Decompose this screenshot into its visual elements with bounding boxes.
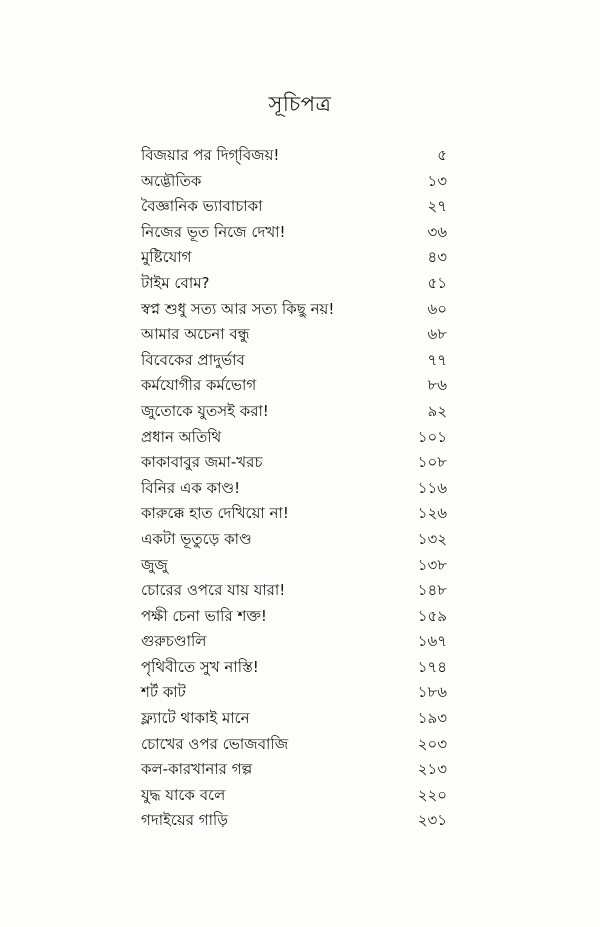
toc-entry-title: প্রধান অতিথি bbox=[141, 427, 222, 446]
toc-entry-page-number: ৫ bbox=[437, 146, 447, 164]
toc-entry-page-number: ১৫৯ bbox=[417, 606, 447, 625]
toc-entry-title: চোখের ওপর ভোজবাজি bbox=[141, 734, 289, 753]
toc-entry-row bbox=[141, 732, 447, 758]
toc-entry-row bbox=[141, 450, 447, 476]
toc-entry-page-number: ২০৩ bbox=[417, 734, 447, 753]
toc-entry-title: স্বপ্ন শুধু সত্য আর সত্য কিছু নয়! bbox=[141, 299, 335, 318]
toc-entry-title: গদাইয়ের গাড়ি bbox=[141, 811, 228, 830]
toc-entry-page-number: ১৪৮ bbox=[417, 581, 447, 600]
toc-entry-page-number: ৬০ bbox=[427, 299, 447, 318]
toc-entry-title: কারুক্কে হাত দেখিয়ো না! bbox=[141, 504, 289, 523]
table-of-contents bbox=[141, 143, 447, 834]
toc-entry-title: পৃথিবীতে সুখ নাস্তি! bbox=[141, 657, 259, 676]
toc-entry-row bbox=[141, 322, 447, 348]
toc-entry-title: টাইম বোম? bbox=[141, 273, 210, 292]
toc-entry-page-number: ১৩৮ bbox=[417, 555, 447, 574]
toc-entry-page-number: ১৩২ bbox=[417, 529, 447, 548]
toc-entry-title: গুরুচণ্ডালি bbox=[141, 632, 207, 651]
toc-entry-title: নিজের ভূত নিজে দেখা! bbox=[141, 222, 286, 241]
toc-entry-row bbox=[141, 220, 447, 246]
toc-entry-title: কল-কারখানার গল্প bbox=[141, 760, 253, 779]
toc-entry-row bbox=[141, 143, 447, 169]
toc-entry-row bbox=[141, 399, 447, 425]
toc-entry-row bbox=[141, 527, 447, 553]
toc-entry-title: বৈজ্ঞানিক ভ্যাবাচাকা bbox=[141, 197, 263, 216]
toc-entry-page-number: ২২০ bbox=[417, 785, 447, 804]
toc-entry-title: অদ্ভৌতিক bbox=[141, 171, 202, 190]
toc-entry-title: যুদ্ধ যাকে বলে bbox=[141, 785, 226, 804]
toc-entry-title: জুতোকে যুতসই করা! bbox=[141, 401, 269, 420]
toc-entry-page-number: ২১৩ bbox=[417, 760, 447, 779]
toc-entry-page-number: ৪৩ bbox=[427, 248, 447, 267]
toc-entry-page-number: ১৩ bbox=[427, 171, 447, 190]
toc-entry-title: বিজয়ার পর দিগ্‌বিজয়! bbox=[141, 146, 280, 164]
toc-entry-page-number: ৭৭ bbox=[427, 350, 447, 369]
toc-entry-row bbox=[141, 373, 447, 399]
toc-entry-page-number: ৩৬ bbox=[427, 222, 447, 241]
page-title: সূচিপত্র bbox=[268, 92, 332, 116]
toc-entry-page-number: ১০৮ bbox=[417, 453, 447, 472]
toc-entry-row bbox=[141, 629, 447, 655]
toc-entry-page-number: ১২৬ bbox=[417, 504, 447, 523]
toc-entry-row bbox=[141, 297, 447, 323]
toc-entry-page-number: ১০১ bbox=[417, 427, 447, 446]
toc-entry-row bbox=[141, 476, 447, 502]
toc-entry-row bbox=[141, 783, 447, 809]
toc-entry-row bbox=[141, 680, 447, 706]
toc-entry-title: একটা ভূতুড়ে কাণ্ড bbox=[141, 529, 252, 548]
toc-entry-page-number: ২৭ bbox=[427, 197, 447, 216]
toc-entry-row bbox=[141, 501, 447, 527]
toc-entry-title: কর্মযোগীর কর্মভোগ bbox=[141, 376, 257, 395]
toc-entry-page-number: ১৬৭ bbox=[417, 632, 447, 651]
toc-entry-row bbox=[141, 553, 447, 579]
toc-entry-row bbox=[141, 194, 447, 220]
toc-entry-page-number: ১৭৪ bbox=[417, 657, 447, 676]
toc-entry-title: আমার অচেনা বন্ধু bbox=[141, 325, 250, 344]
toc-entry-page-number: ৬৮ bbox=[427, 325, 447, 344]
toc-entry-title: জুজু bbox=[141, 555, 168, 574]
toc-entry-row bbox=[141, 425, 447, 451]
toc-entry-title: চোরের ওপরে যায় যারা! bbox=[141, 581, 286, 600]
toc-entry-page-number: ৮৬ bbox=[427, 376, 447, 395]
toc-entry-title: কাকাবাবুর জমা-খরচ bbox=[141, 453, 263, 472]
toc-entry-row bbox=[141, 706, 447, 732]
toc-entry-row bbox=[141, 169, 447, 195]
toc-entry-page-number: ১৯৩ bbox=[417, 709, 447, 728]
toc-entry-title: বিনির এক কাণ্ড! bbox=[141, 478, 241, 497]
toc-entry-row bbox=[141, 271, 447, 297]
toc-entry-row bbox=[141, 757, 447, 783]
toc-entry-page-number: ২৩১ bbox=[417, 811, 447, 830]
toc-entry-page-number: ১৮৬ bbox=[417, 683, 447, 702]
toc-entry-row bbox=[141, 655, 447, 681]
toc-entry-row bbox=[141, 578, 447, 604]
toc-entry-title: বিবেকের প্রাদুর্ভাব bbox=[141, 350, 245, 369]
toc-entry-title: ফ্ল্যাটে থাকাই মানে bbox=[141, 709, 250, 728]
toc-entry-page-number: ১১৬ bbox=[417, 478, 447, 497]
toc-entry-page-number: ৫১ bbox=[427, 273, 447, 292]
toc-entry-page-number: ৯২ bbox=[427, 401, 447, 420]
toc-entry-row bbox=[141, 604, 447, 630]
toc-entry-title: মুষ্টিযোগ bbox=[141, 248, 192, 267]
toc-entry-title: পক্ষী চেনা ভারি শক্ত! bbox=[141, 606, 267, 625]
toc-entry-row bbox=[141, 808, 447, 834]
toc-entry-row bbox=[141, 348, 447, 374]
toc-entry-row bbox=[141, 245, 447, 271]
toc-entry-title: শর্ট কাট bbox=[141, 683, 186, 702]
